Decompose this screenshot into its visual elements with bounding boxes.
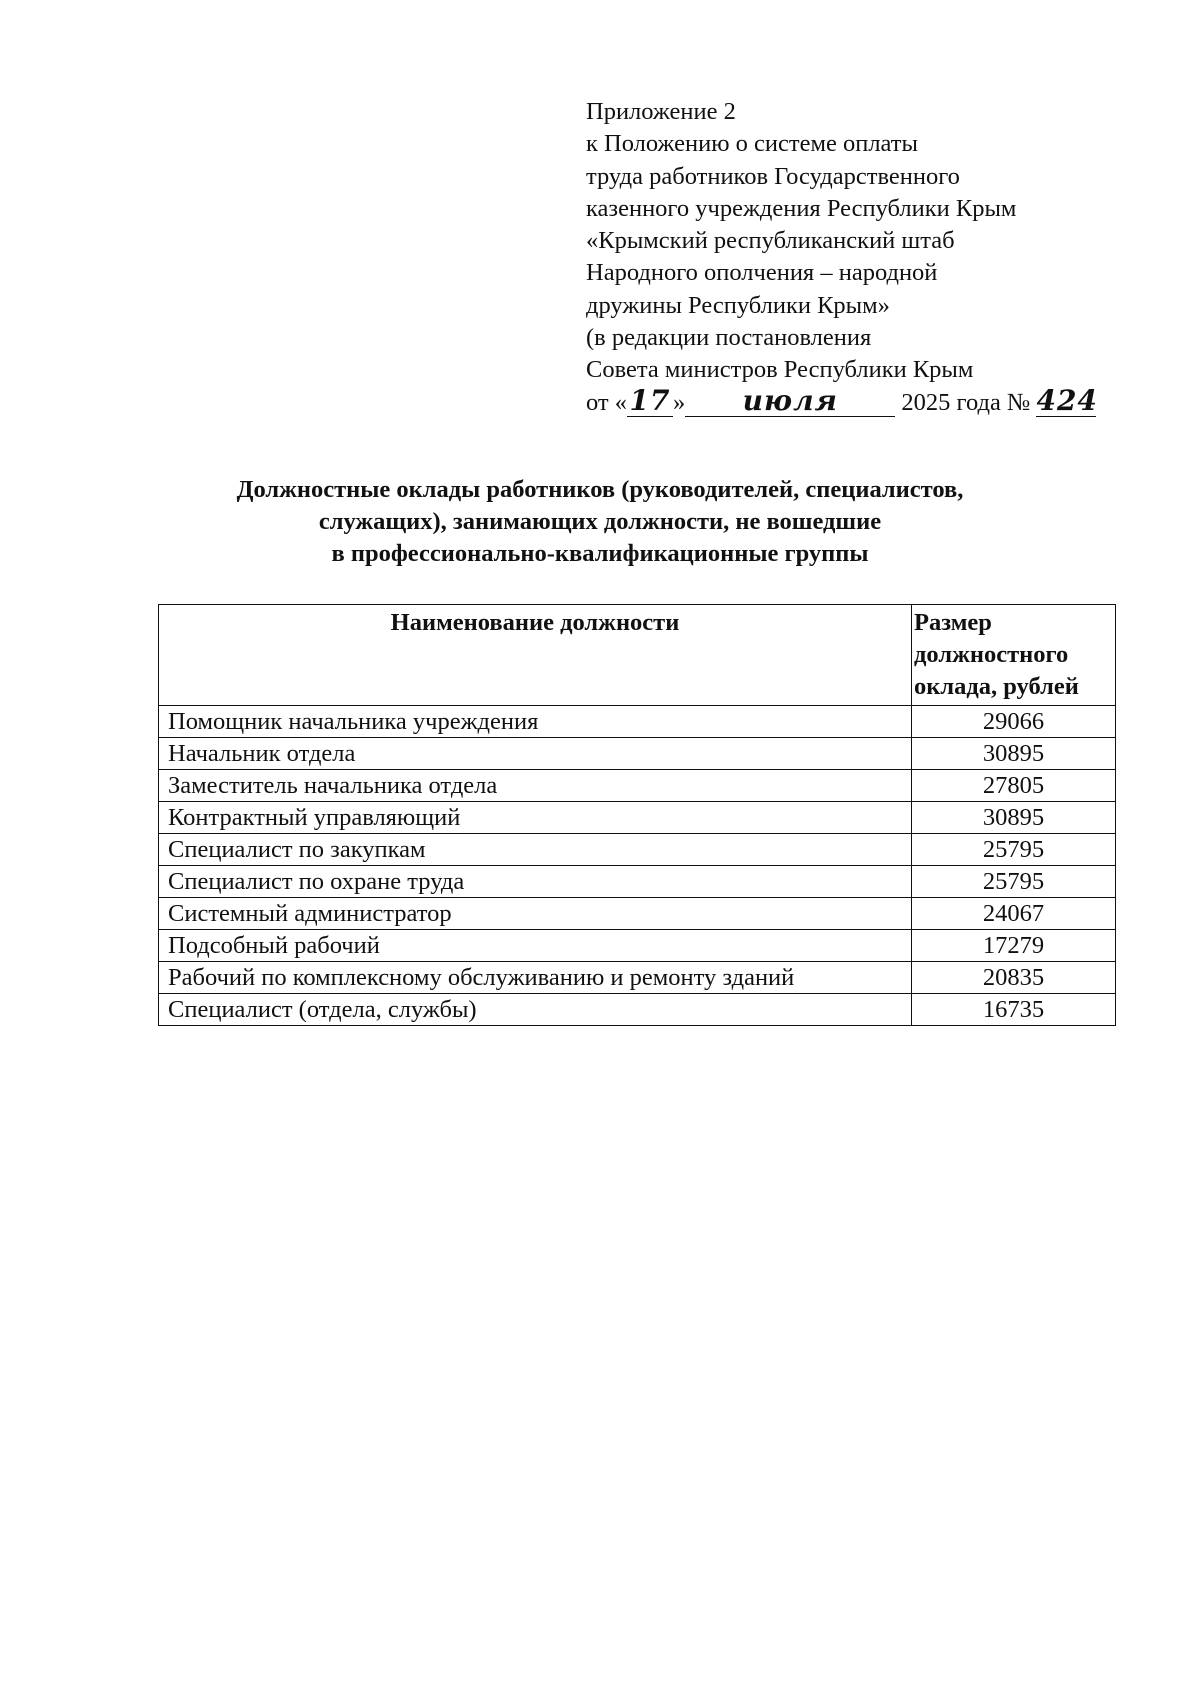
table-header-row	[159, 605, 1116, 706]
table-row	[159, 962, 1116, 994]
handwritten-day: 17	[629, 383, 671, 417]
document-title	[150, 474, 1050, 570]
position-name: Контрактный управляющий	[159, 802, 912, 834]
salary-value: 25795	[912, 866, 1116, 898]
resolution-date-line	[586, 383, 1106, 419]
appendix-line: Народного ополчения – народной	[586, 259, 938, 287]
header-position-name: Наименование должности	[159, 605, 912, 706]
salary-value: 16735	[912, 994, 1116, 1026]
table-row	[159, 802, 1116, 834]
salary-table	[158, 604, 1116, 1026]
salary-value: 24067	[912, 898, 1116, 930]
position-name: Специалист по охране труда	[159, 866, 912, 898]
table-row	[159, 706, 1116, 738]
table-row	[159, 898, 1116, 930]
title-line: в профессионально-квалификационные группы	[331, 540, 869, 567]
title-line: Должностные оклады работников (руководителей, специалистов,	[236, 476, 964, 503]
table-row	[159, 866, 1116, 898]
position-name: Заместитель начальника отдела	[159, 770, 912, 802]
table-row	[159, 994, 1116, 1026]
appendix-line: (в редакции постановления	[586, 324, 872, 352]
appendix-line: казенного учреждения Республики Крым	[586, 194, 1017, 222]
appendix-line: Приложение 2	[586, 98, 736, 125]
date-year-text: 2025 года №	[901, 388, 1031, 416]
date-month-field	[685, 383, 895, 417]
appendix-line: дружины Республики Крым»	[586, 291, 890, 319]
salary-value: 27805	[912, 770, 1116, 802]
position-name: Специалист (отдела, службы)	[159, 994, 912, 1026]
appendix-line: Совета министров Республики Крым	[586, 356, 974, 384]
position-name: Помощник начальника учреждения	[159, 706, 912, 738]
salary-value: 25795	[912, 834, 1116, 866]
resolution-number-field	[1036, 383, 1098, 417]
salary-value: 17279	[912, 930, 1116, 962]
position-name: Системный администратор	[159, 898, 912, 930]
appendix-line: труда работников Государственного	[586, 162, 960, 190]
position-name: Рабочий по комплексному обслуживанию и ремонту зданий	[159, 962, 912, 994]
salary-value: 29066	[912, 706, 1116, 738]
salary-value: 20835	[912, 962, 1116, 994]
appendix-header	[586, 96, 1106, 419]
table-row	[159, 834, 1116, 866]
salary-value: 30895	[912, 802, 1116, 834]
handwritten-month: июля	[742, 383, 838, 417]
table-row	[159, 930, 1116, 962]
table-row	[159, 738, 1116, 770]
table-row	[159, 770, 1116, 802]
handwritten-number: 424	[1036, 383, 1098, 417]
position-name: Специалист по закупкам	[159, 834, 912, 866]
appendix-line: к Положению о системе оплаты	[586, 130, 918, 158]
position-name: Подсобный рабочий	[159, 930, 912, 962]
appendix-line: «Крымский республиканский штаб	[586, 227, 955, 255]
header-salary-size: Размер должностного оклада, рублей	[912, 605, 1116, 706]
date-day-field	[627, 383, 673, 417]
date-prefix: от «	[586, 388, 628, 416]
position-name: Начальник отдела	[159, 738, 912, 770]
date-close-quote: »	[673, 388, 686, 416]
title-line: служащих), занимающих должности, не вошедшие	[318, 508, 882, 535]
salary-value: 30895	[912, 738, 1116, 770]
